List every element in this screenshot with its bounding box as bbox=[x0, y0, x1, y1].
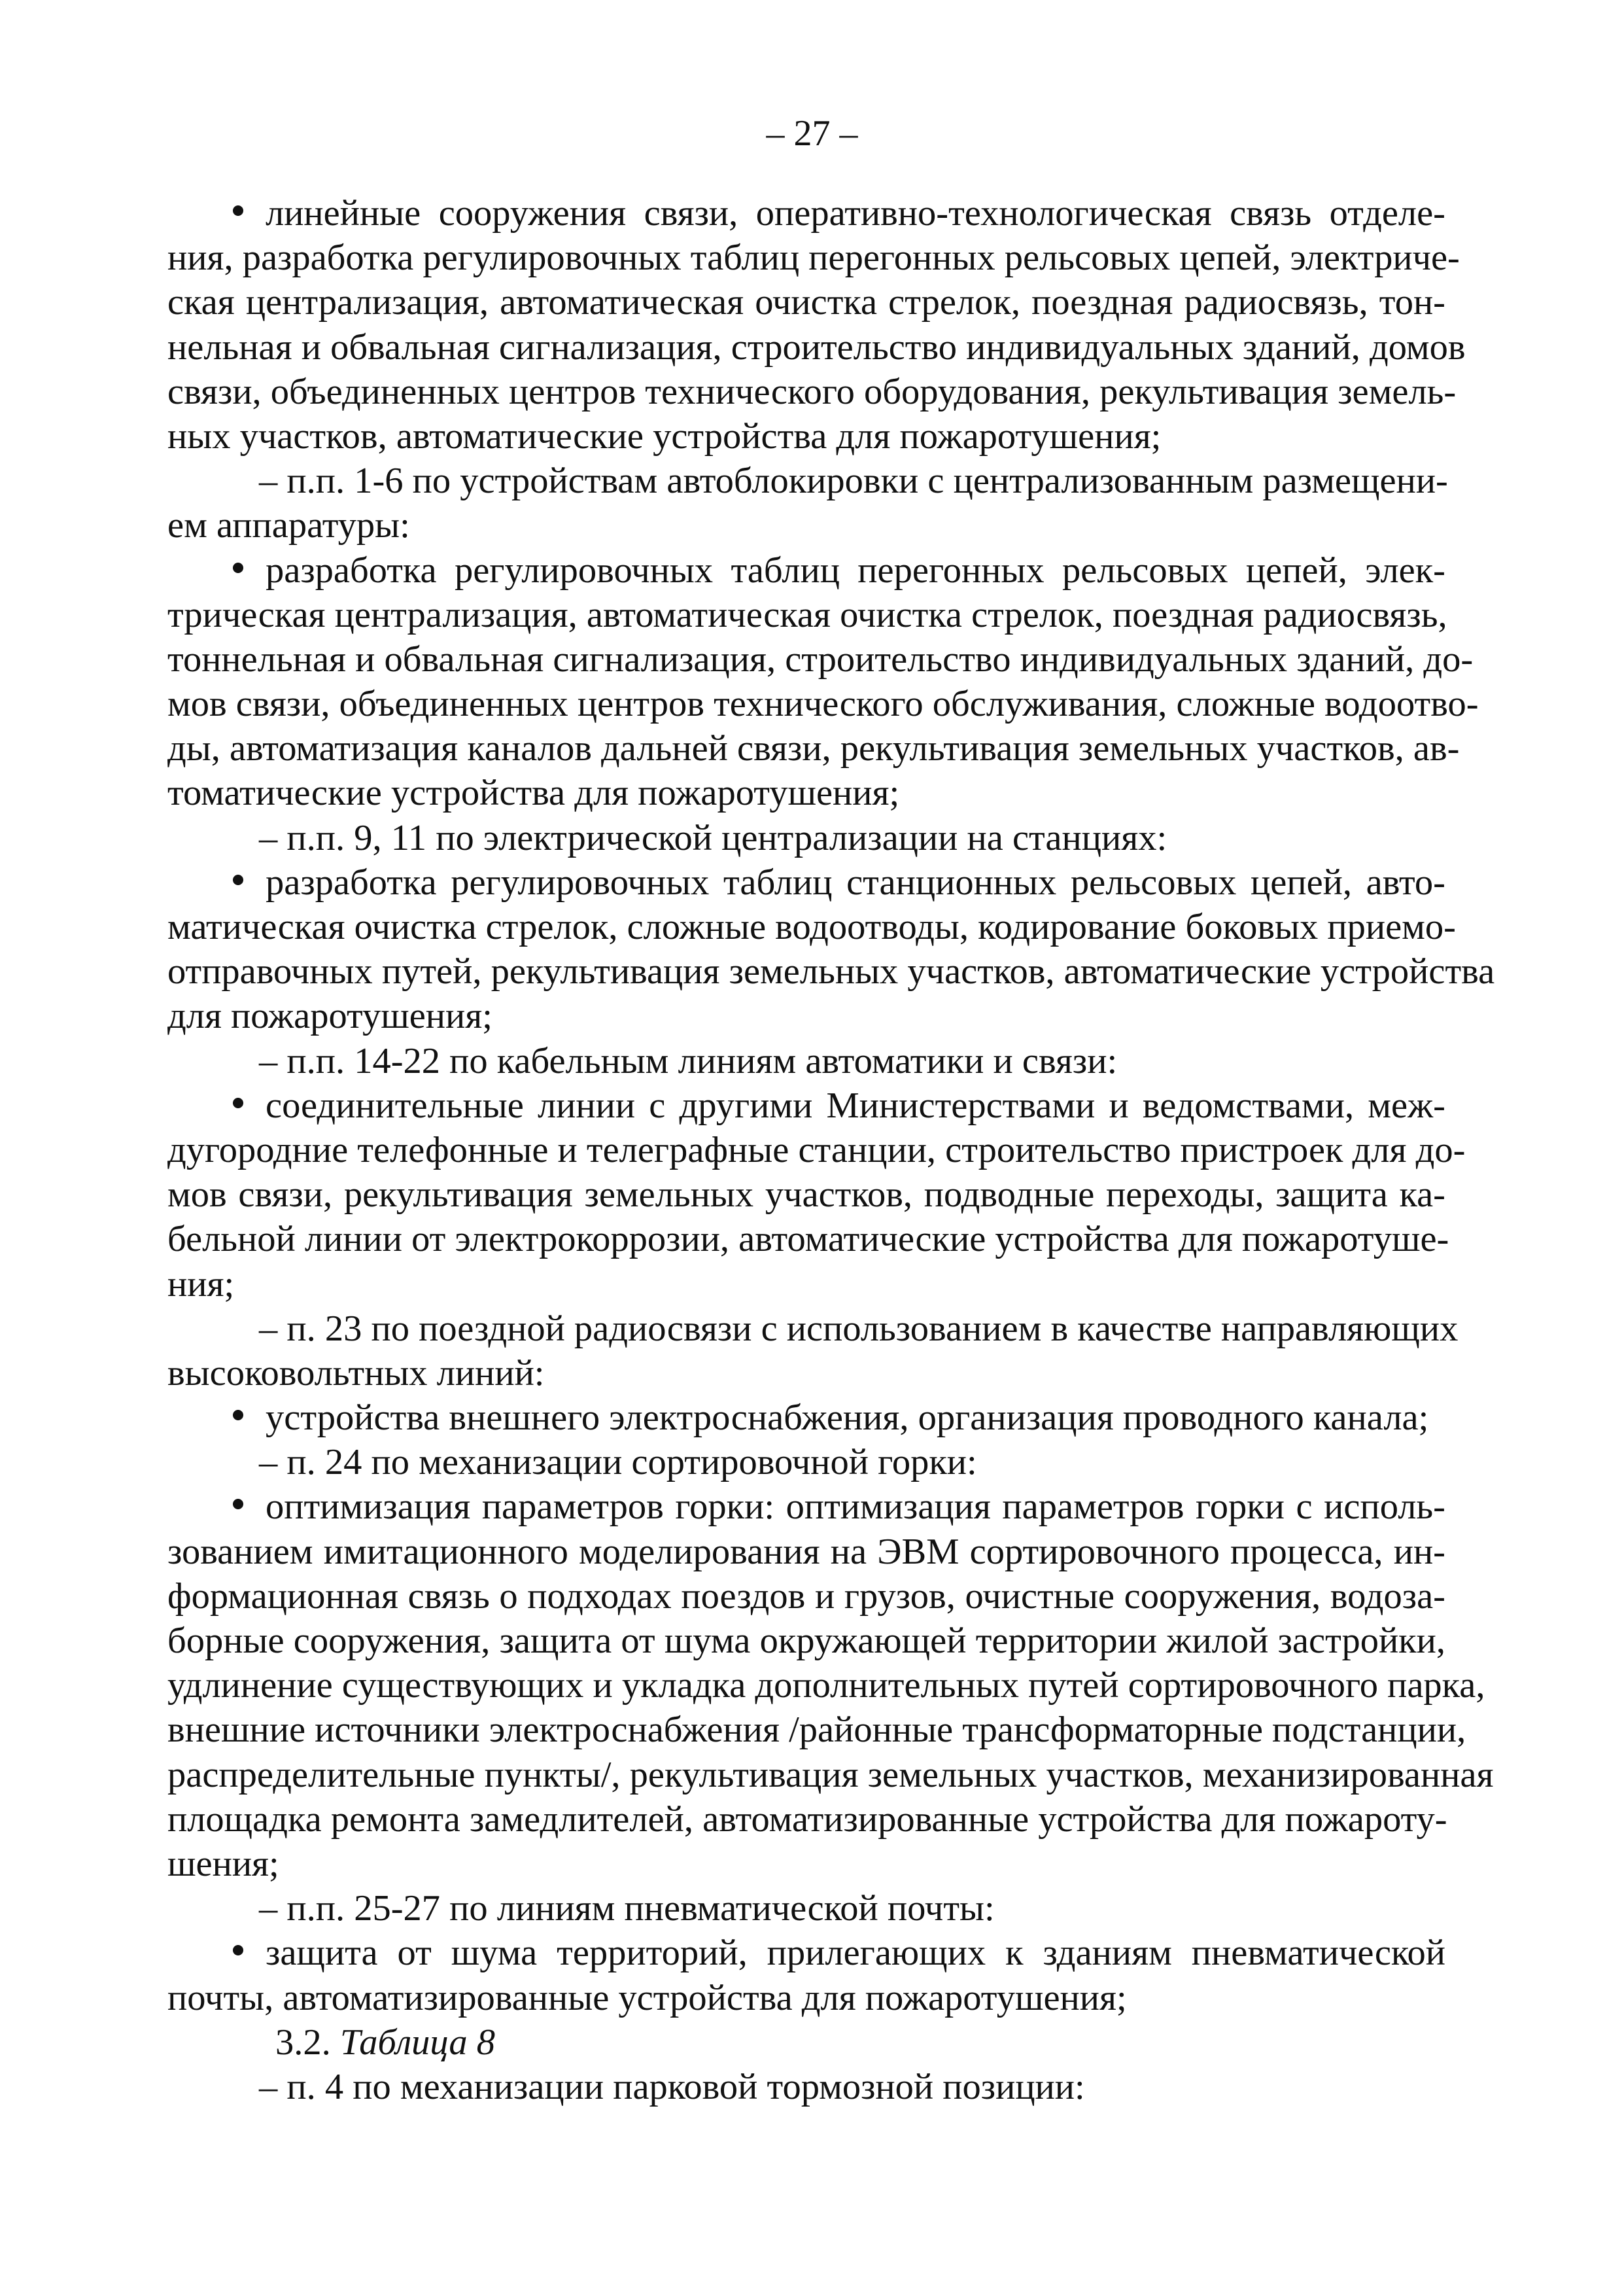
dash-item bbox=[167, 459, 1448, 548]
text-line: удлинение существующих и укладка дополнительных путей сортировочного парка, bbox=[167, 1665, 1485, 1706]
text-line: ния; bbox=[167, 1263, 235, 1305]
text-line: дугородние телефонные и телеграфные станции, строительство пристроек для до- bbox=[167, 1129, 1466, 1170]
text-line: ды, автоматизация каналов дальней связи, рекультивация земельных участков, ав- bbox=[167, 728, 1460, 769]
text-line-content: защита от шума территорий, прилегающих к зданиям пневматической bbox=[266, 1933, 1445, 1974]
text-line bbox=[167, 191, 1445, 236]
text-line-content: оптимизация параметров горки: оптимизация параметров горки с исполь- bbox=[266, 1486, 1445, 1528]
text-line bbox=[167, 548, 1445, 593]
text-line: нельная и обвальная сигнализация, строительство индивидуальных зданий, домов bbox=[167, 326, 1466, 368]
text-line: почты, автоматизированные устройства для пожаротушения; bbox=[167, 1977, 1127, 2018]
heading-table-ref: Таблица 8 bbox=[339, 2022, 495, 2063]
bullet-item bbox=[167, 1484, 1494, 1886]
dash-item bbox=[167, 1440, 1445, 1484]
text-line: – п.п. 1-6 по устройствам автоблокировки с централизованным размещени- bbox=[259, 461, 1448, 502]
text-line bbox=[167, 1395, 1445, 1440]
text-line: внешние источники электроснабжения /районные трансформаторные подстанции, bbox=[167, 1709, 1466, 1751]
document-body bbox=[167, 191, 1495, 2109]
text-line: матическая очистка стрелок, сложные водоотводы, кодирование боковых приемо- bbox=[167, 907, 1456, 947]
bullet-item bbox=[167, 1931, 1445, 2020]
bullet-item bbox=[167, 1083, 1466, 1306]
dash-item bbox=[167, 1039, 1445, 1083]
text-line: связи, объединенных центров технического оборудования, рекультивация земель- bbox=[167, 371, 1457, 412]
bullet-item bbox=[167, 1395, 1445, 1440]
text-line: трическая централизация, автоматическая очистка стрелок, поездная радиосвязь, bbox=[167, 594, 1447, 635]
text-line: бельной линии от электрокоррозии, автоматические устройства для пожаротуше- bbox=[167, 1219, 1449, 1260]
text-line: томатические устройства для пожаротушения; bbox=[167, 773, 900, 814]
text-line: площадка ремонта замедлителей, автоматизированные устройства для пожароту- bbox=[167, 1798, 1447, 1840]
text-line: высоковольтных линий: bbox=[167, 1352, 545, 1393]
heading-prefix: 3.2. bbox=[275, 2022, 340, 2063]
text-line: распределительные пункты/, рекультивация земельных участков, механизированная bbox=[167, 1754, 1494, 1795]
heading-line bbox=[167, 2020, 1445, 2065]
dash-item bbox=[167, 2065, 1445, 2109]
bullet-item bbox=[167, 548, 1479, 816]
text-line: – п. 23 по поездной радиосвязи с использованием в качестве направляющих bbox=[259, 1308, 1459, 1349]
text-line: ния, разработка регулировочных таблиц перегонных рельсовых цепей, электриче- bbox=[167, 237, 1460, 279]
dash-item bbox=[167, 1306, 1459, 1395]
text-line: ем аппаратуры: bbox=[167, 505, 410, 546]
text-line: – п. 4 по механизации парковой тормозной позиции: bbox=[259, 2066, 1085, 2107]
text-line bbox=[167, 1484, 1445, 1529]
text-line: борные сооружения, защита от шума окружающей территории жилой застройки, bbox=[167, 1621, 1445, 1661]
dash-item bbox=[167, 816, 1445, 860]
text-line: мов связи, объединенных центров технического обслуживания, сложные водоотво- bbox=[167, 684, 1479, 725]
bullet-item bbox=[167, 860, 1495, 1039]
text-line: мов связи, рекультивация земельных участков, подводные переходы, защита ка- bbox=[167, 1174, 1445, 1216]
section-heading bbox=[167, 2020, 1445, 2065]
text-line: – п.п. 14-22 по кабельным линиям автоматики и связи: bbox=[259, 1040, 1118, 1081]
text-line: – п.п. 9, 11 по электрической централизации на станциях: bbox=[259, 817, 1167, 858]
text-line: тоннельная и обвальная сигнализация, строительство индивидуальных зданий, до- bbox=[167, 639, 1474, 680]
text-line: ных участков, автоматические устройства для пожаротушения; bbox=[167, 415, 1162, 457]
text-line: – п.п. 25-27 по линиям пневматической почты: bbox=[259, 1888, 995, 1929]
text-line: – п. 24 по механизации сортировочной горки: bbox=[259, 1442, 977, 1483]
text-line: формационная связь о подходах поездов и грузов, очистные сооружения, водоза- bbox=[167, 1575, 1445, 1617]
text-line-content: соединительные линии с другими Министерствами и ведомствами, меж- bbox=[266, 1085, 1445, 1126]
text-line bbox=[167, 1083, 1445, 1128]
text-line: зованием имитационного моделирования на ЭВМ сортировочного процесса, ин- bbox=[167, 1531, 1445, 1572]
text-line-content: линейные сооружения связи, оперативно-технологическая связь отделе- bbox=[266, 193, 1445, 234]
text-line: ская централизация, автоматическая очистка стрелок, поездная радиосвязь, тон- bbox=[167, 282, 1445, 323]
text-line-content: разработка регулировочных таблиц станционных рельсовых цепей, авто- bbox=[266, 862, 1445, 903]
text-line-content: устройства внешнего электроснабжения, организация проводного канала; bbox=[266, 1397, 1429, 1439]
page-number: – 27 – bbox=[766, 113, 858, 154]
text-line: отправочных путей, рекультивация земельных участков, автоматические устройства bbox=[167, 951, 1495, 992]
text-line: для пожаротушения; bbox=[167, 996, 492, 1037]
text-line bbox=[167, 1931, 1445, 1975]
bullet-item bbox=[167, 191, 1466, 459]
text-line bbox=[167, 860, 1445, 905]
dash-item bbox=[167, 1886, 1445, 1931]
text-line-content: разработка регулировочных таблиц перегонных рельсовых цепей, элек- bbox=[266, 550, 1445, 591]
text-line: шения; bbox=[167, 1843, 279, 1884]
